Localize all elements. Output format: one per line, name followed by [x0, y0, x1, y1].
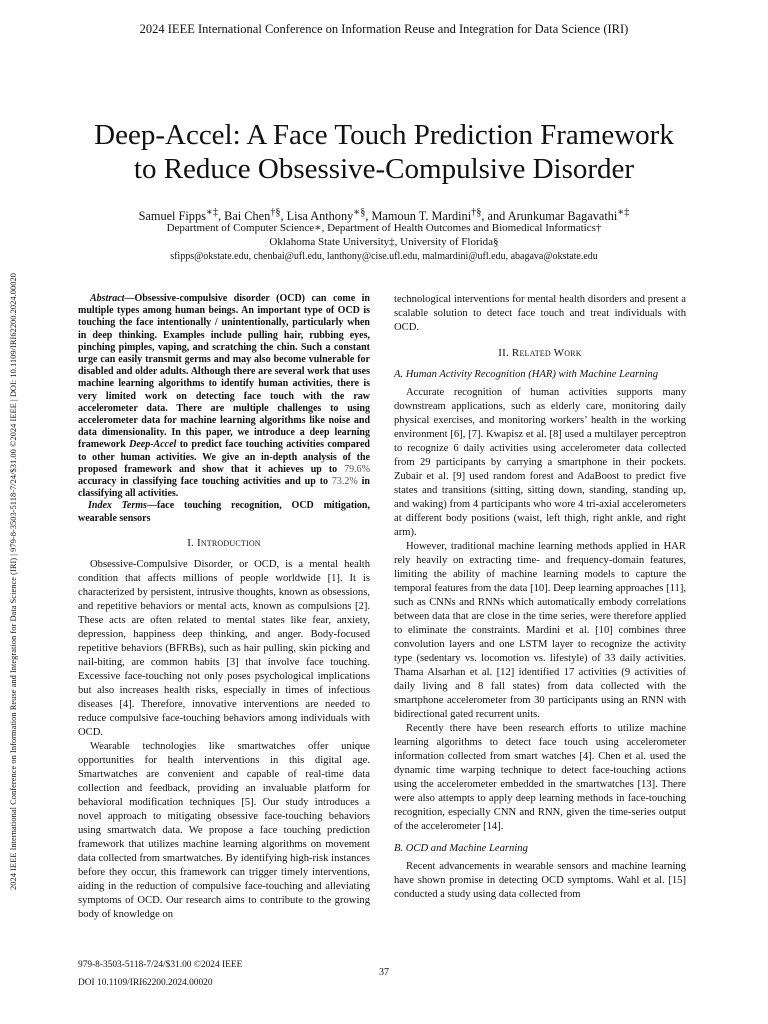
author-name: Arunkumar Bagavathi — [507, 209, 618, 224]
author-mark: ∗‡ — [205, 207, 218, 218]
abstract-label: Abstract — [90, 293, 125, 304]
title-line-2: to Reduce Obsessive-Compulsive Disorder — [133, 153, 635, 185]
author-name: Bai Chen — [224, 209, 271, 224]
sidebar-citation: 2024 IEEE International Conference on Information Reuse and Integration for Data Science (IRI) | 979-8-3503-5118-7/24/$31.00 ©2024 IEEE | DOI: 10.1109/IRI62200.2024.00020 — [9, 273, 18, 890]
author-mark: ∗‡ — [617, 207, 630, 218]
index-terms-text: —face touching recognition, OCD mitigation, wearable sensors — [78, 500, 370, 524]
paragraph: Wearable technologies like smartwatches offer unique opportunities for health interventions in this digital age. Smartwatches are convenient and capable of real-time data collection and feedback, providing an invaluable platform for behavioral modification techniques [5]. Our study introduces a novel approach to mitigating obsessive face-touching behaviors using smartwatch data. We propose a face touching prediction framework that utilizes machine learning algorithms on movement data collected from smartwatches. By identifying high-risk instances before they occur, this framework can trigger timely interventions, aiding in the reduction of compulsive face-touching and alleviating symptoms of OCD. Our research aims to contribute to the growing body of knowledge on — [78, 740, 370, 920]
footer-isbn: 979-8-3503-5118-7/24/$31.00 ©2024 IEEE — [78, 960, 243, 970]
abstract-text: to predict face touching activities compared to other human activities. We give an in-depth analysis of the proposed framework and show that it achieves up to — [78, 439, 370, 475]
author-name: Lisa Anthony — [286, 209, 354, 224]
paragraph: technological interventions for mental health disorders and present a scalable solution to detect face touch and treat individuals with OCD. — [394, 294, 686, 333]
paper-title — [0, 118, 768, 186]
framework-name: Deep-Accel — [129, 439, 177, 451]
accuracy-all-activities: 73.2% — [331, 476, 358, 488]
author-mark: ∗§ — [353, 207, 366, 218]
paragraph: However, traditional machine learning methods applied in HAR rely heavily on extracting time- and frequency-domain features, limiting the ability of machine learning models to capture the temporal features from the data [10]. Deep learning approaches [11], such as CNNs and RNNs which automatically embody correlations between data that are close in the time series, were therefore applied to eliminate the constraints. Mardini et al. [10] combines three convolution layers and one LSTM layer to recognize the activity type (sedentary vs. locomotion vs. lifestyle) of 33 daily activities. Thama Alsarhan et al. [12] identified 17 activities (9 activities of daily living and 8 fall states) from data collected with the smartphone accelerometer from 30 participants using an RNN with bidirectional gated recurrent units. — [394, 541, 686, 720]
abstract-text: Obsessive-compulsive disorder (OCD) can come in multiple types among human beings. An important type of OCD is touching the face intentionally / unintentionally, particularly when in deep thinking. Examples include pulling hair, rubbing eyes, pinching pimples, vaping, and scratching the chin. Such a constant urge can easily transmit germs and may also become vulnerable for disabled and older adults. Although there are several work that uses machine learning algorithms to identify human activities, there is very limited work on detecting face touch with the raw accelerometer data. There are multiple challenges to using accelerometer data for machine learning algorithms like noise and data dimensionality. In this paper, we introduce a deep learning framework — [78, 293, 370, 451]
paragraph: Recent advancements in wearable sensors and machine learning have shown promise in detecting OCD symptoms. Wahl et al. [15] conducted a study using data collected from — [394, 861, 686, 900]
abstract-text: in classifying all activities. — [78, 476, 370, 500]
subsection-heading-har: A. Human Activity Recognition (HAR) with Machine Learning — [394, 369, 659, 380]
subsection-heading-ocd: B. OCD and Machine Learning — [394, 843, 528, 854]
index-terms — [78, 500, 370, 524]
conference-header: 2024 IEEE International Conference on Information Reuse and Integration for Data Science (IRI) — [139, 22, 629, 36]
section-heading-related-work: II. Related Work — [498, 347, 582, 359]
title-line-1: Deep-Accel: A Face Touch Prediction Framework — [94, 119, 674, 151]
paragraph: Accurate recognition of human activities supports many downstream applications, such as elderly care, monitoring daily physical exercises, and monitoring workers’ health in the working environment [6], [7]. Kwapisz et al. [8] used a multilayer perceptron to recognize 6 daily activities using accelerometer data collected from 29 participants by carrying a smartphone in their pockets. Zubair et al. [9] used random forest and AdaBoost to predict five states and transitions (sitting, sitting down, standing, standing up, and waking) from 4 participants who wore 4 tri-axial accelerometers at different body positions (waist, left thigh, right ankle, and right arm). — [394, 387, 686, 538]
left-column — [78, 293, 370, 922]
paragraph: Obsessive-Compulsive Disorder, or OCD, is a mental health condition that affects millions of people worldwide [1]. It is characterized by persistent, intrusive thoughts, known as obsessions, and repetitive behaviors or mental acts, known as compulsions [2]. These acts are often related to mental states like fear, anxiety, depression, happiness deep thinking, and anger. Body-focused repetitive behaviors (BFRBs), such as hair pulling, skin picking and nail-biting, are common habits [3] that involve face touching. Excessive face-touching not only poses psychological implications but also increases health risks, especially in times of infectious diseases [4]. Therefore, innovative interventions are needed to reduce compulsive face-touching behaviors among individuals with OCD. — [78, 558, 370, 738]
author-name: Samuel Fipps — [138, 209, 206, 224]
footer-doi: DOI 10.1109/IRI62200.2024.00020 — [78, 978, 213, 988]
affiliation-line-1: Department of Computer Science∗, Department of Health Outcomes and Biomedical Informatics† — [166, 222, 602, 234]
abstract-dash: — — [124, 293, 135, 304]
author-emails: sfipps@okstate.edu, chenbai@ufl.edu, lanthony@cise.ufl.edu, malmardini@ufl.edu, abagava@okstate.edu — [170, 251, 598, 262]
section-heading-introduction: I. Introduction — [187, 536, 261, 549]
author-name: Mamoun T. Mardini — [371, 209, 472, 224]
index-terms-label: Index Terms — [88, 500, 147, 512]
author-separator: , and — [481, 209, 508, 224]
page-number: 37 — [379, 967, 389, 978]
accuracy-face-touch: 79.6% — [344, 463, 370, 475]
abstract-text: accuracy in classifying face touching activities and up to — [78, 476, 332, 488]
affiliation-line-2: Oklahoma State University‡, University of Florida§ — [269, 236, 499, 248]
author-mark: †§ — [270, 207, 281, 218]
author-separator: , — [365, 209, 372, 224]
paragraph: Recently there have been research efforts to utilize machine learning algorithms to detect face touch using accelerometer information collected from smart watches [4]. Chen et al. used the dynamic time warping technique to detect face-touching actions using the accelerometer embedded in the smartwatches [13]. There were also attempts to apply deep learning methods in face-touching recognition, especially CNN and RNN, given the time-series output of the accelerometer [14]. — [394, 723, 686, 832]
author-separator: , — [217, 209, 225, 224]
author-separator: , — [280, 209, 287, 224]
author-mark: †§ — [471, 207, 482, 218]
abstract — [78, 293, 370, 500]
right-column — [394, 293, 686, 902]
